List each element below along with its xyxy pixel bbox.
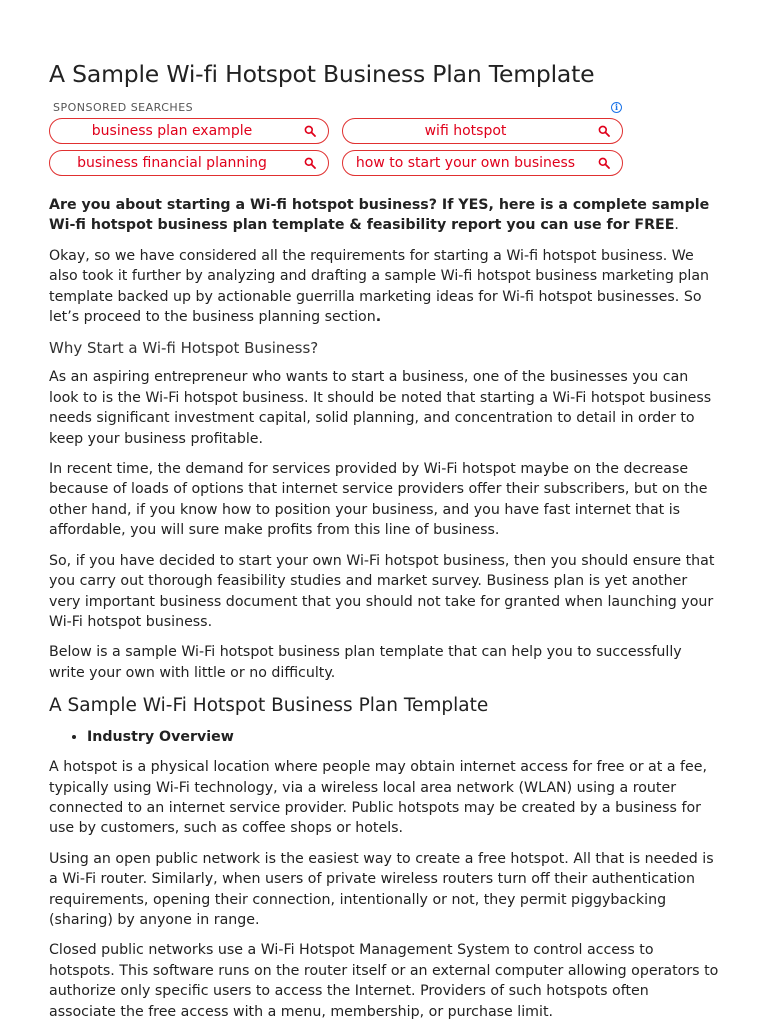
section-list (49, 727, 719, 747)
list-item-industry-overview: • Industry Overview (87, 727, 719, 747)
paragraph (49, 246, 719, 328)
search-chip-label: business financial planning (77, 155, 267, 171)
paragraph-period: . (375, 309, 382, 326)
search-icon (304, 125, 316, 137)
sponsored-searches (49, 101, 623, 181)
paragraph: A hotspot is a physical location where people may obtain internet access for free or at a fee, typically using Wi-Fi technology, via a wireless local area network (WLAN) using a router connected to an internet service provider. Public hotspots may be created by a business for use by customers, such as coffee shops or hotels. (49, 759, 707, 837)
paragraph: Closed public networks use a Wi-Fi Hotspot Management System to control access to hotspots. This software runs on the router itself or an external computer allowing operators to authorize only specific users to access the Internet. Providers of such hotspots often associate the free access with a menu, membership, or purchase limit. (49, 942, 719, 1020)
paragraph: Below is a sample Wi-Fi hotspot business plan template that can help you to successfully write your own with little or no difficulty. (49, 644, 682, 681)
search-icon (598, 125, 610, 137)
search-chip-label: how to start your own business (355, 155, 576, 171)
search-chip-business-financial-planning[interactable] (49, 150, 329, 176)
search-icon (304, 157, 316, 169)
search-icon (598, 157, 610, 169)
paragraph: So, if you have decided to start your own Wi-Fi hotspot business, then you should ensure that you carry out thorough feasibility studies and market survey. Business plan is yet another very important business document that you should not take for granted when launching your Wi-Fi hotspot business. (49, 552, 715, 630)
paragraph: In recent time, the demand for services provided by Wi-Fi hotspot maybe on the decrease because of loads of options that internet service providers offer their subscribers, but on the other hand, if you know how to position your business, and you have fast internet that is affordable, you will sure make profits from this line of business. (49, 461, 708, 539)
sponsored-label: SPONSORED SEARCHES (53, 101, 194, 114)
article-body (49, 195, 719, 1022)
search-chip-label: wifi hotspot (424, 123, 507, 139)
intro-period: . (674, 217, 679, 234)
section-heading-template: A Sample Wi-Fi Hotspot Business Plan Template (49, 695, 489, 717)
intro-paragraph (49, 195, 719, 236)
search-chip-wifi-hotspot[interactable] (342, 118, 623, 144)
paragraph: Using an open public network is the easiest way to create a free hotspot. All that is needed is a Wi-Fi router. Similarly, when users of private wireless routers turn off their authentication requirements, opening their connection, intentionally or not, they permit piggybacking (sharing) by anyone in range. (49, 850, 714, 928)
search-chip-business-plan-example[interactable] (49, 118, 329, 144)
paragraph: As an aspiring entrepreneur who wants to start a business, one of the businesses you can look to is the Wi-Fi hotspot business. It should be noted that starting a Wi-Fi hotspot business needs significant investment capital, solid planning, and concentration to detail in order to keep your business profitable. (49, 369, 712, 447)
section-heading-why-start: Why Start a Wi-fi Hotspot Business? (49, 339, 319, 358)
intro-bold-text: Are you about starting a Wi-fi hotspot business? If YES, here is a complete sample Wi-fi hotspot business plan template & feasibility report you can use for FREE (49, 197, 710, 234)
page-title: A Sample Wi-fi Hotspot Business Plan Template (49, 60, 595, 88)
search-chip-how-to-start-your-own-business[interactable] (342, 150, 623, 176)
paragraph-text: Okay, so we have considered all the requirements for starting a Wi-fi hotspot business. We also took it further by analyzing and drafting a sample Wi-fi hotspot business marketing plan template backed up by actionable guerrilla marketing ideas for Wi-fi hotspot businesses. So let’s proceed to the business planning section (49, 247, 710, 326)
search-chip-label: business plan example (91, 123, 253, 139)
info-icon[interactable]: i (611, 102, 622, 113)
